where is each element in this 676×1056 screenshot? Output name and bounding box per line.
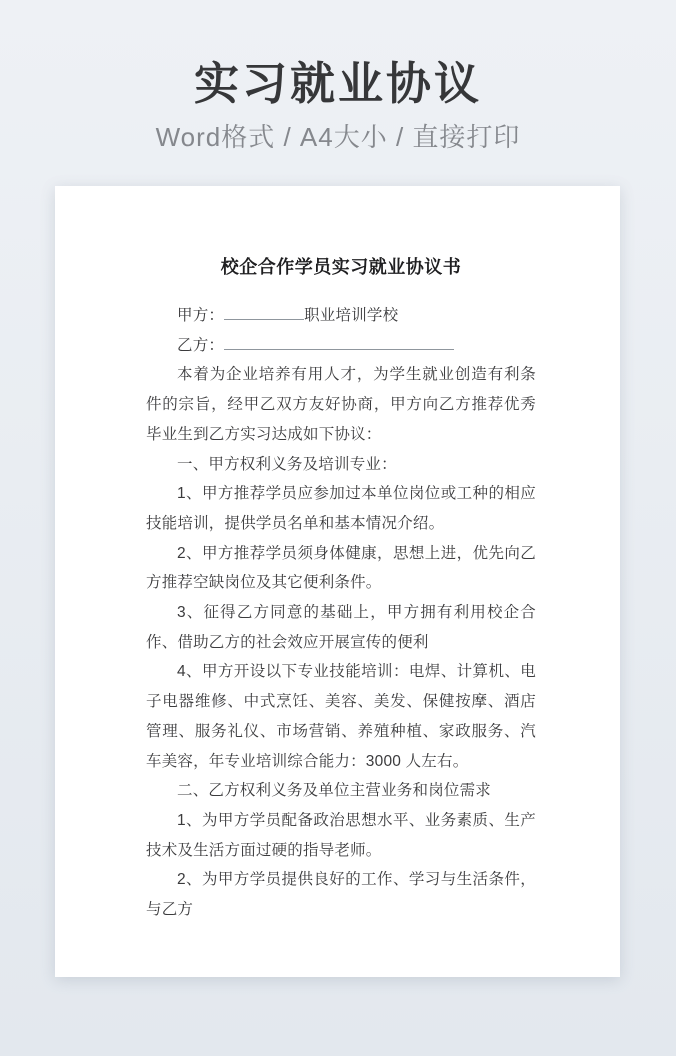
paragraph-section-2-item-2: 2、为甲方学员提供良好的工作、学习与生活条件，与乙方 <box>146 871 536 919</box>
paragraph-section-2-heading: 二、乙方权利义务及单位主营业务和岗位需求 <box>177 782 492 800</box>
template-title: 实习就业协议 <box>193 58 482 109</box>
paragraph-section-1-item-2: 2、甲方推荐学员须身体健康，思想上进，优先向乙方推荐空缺岗位及其它便利条件。 <box>146 544 536 592</box>
document-page <box>55 186 620 977</box>
party-a-line <box>146 301 536 331</box>
party-b-label: 乙方： <box>177 336 225 354</box>
party-b-line <box>146 331 536 361</box>
paragraph-section-1-item-4: 4、甲方开设以下专业技能培训：电焊、计算机、电子电器维修、中式烹饪、美容、美发、保健按摩、酒店管理、服务礼仪、市场营销、养殖种植、家政服务、汽车美容，年专业培训综合能力：3000 人左右。 <box>146 663 536 770</box>
template-subtitle: Word格式 / A4大小 / 直接打印 <box>155 122 521 152</box>
document-body <box>146 301 536 925</box>
paragraph-section-1-item-3: 3、征得乙方同意的基础上，甲方拥有利用校企合作、借助乙方的社会效应开展宣传的便利 <box>146 604 536 651</box>
document-title: 校企合作学员实习就业协议书 <box>220 257 462 277</box>
paragraph-preamble: 本着为企业培养有用人才，为学生就业创造有利条件的宗旨，经甲乙双方友好协商，甲方向乙方推荐优秀毕业生到乙方实习达成如下协议： <box>146 366 536 443</box>
paragraph-section-1-heading: 一、甲方权利义务及培训专业： <box>177 455 397 473</box>
party-a-suffix: 职业培训学校 <box>304 307 399 324</box>
party-a-label: 甲方： <box>177 307 225 324</box>
template-header <box>0 0 676 152</box>
party-b-blank-field <box>224 332 454 350</box>
party-a-blank-field <box>224 302 304 320</box>
paragraph-section-2-item-1: 1、为甲方学员配备政治思想水平、业务素质、生产技术及生活方面过硬的指导老师。 <box>146 811 536 859</box>
paragraph-section-1-item-1: 1、甲方推荐学员应参加过本单位岗位或工种的相应技能培训，提供学员名单和基本情况介绍。 <box>146 485 536 532</box>
